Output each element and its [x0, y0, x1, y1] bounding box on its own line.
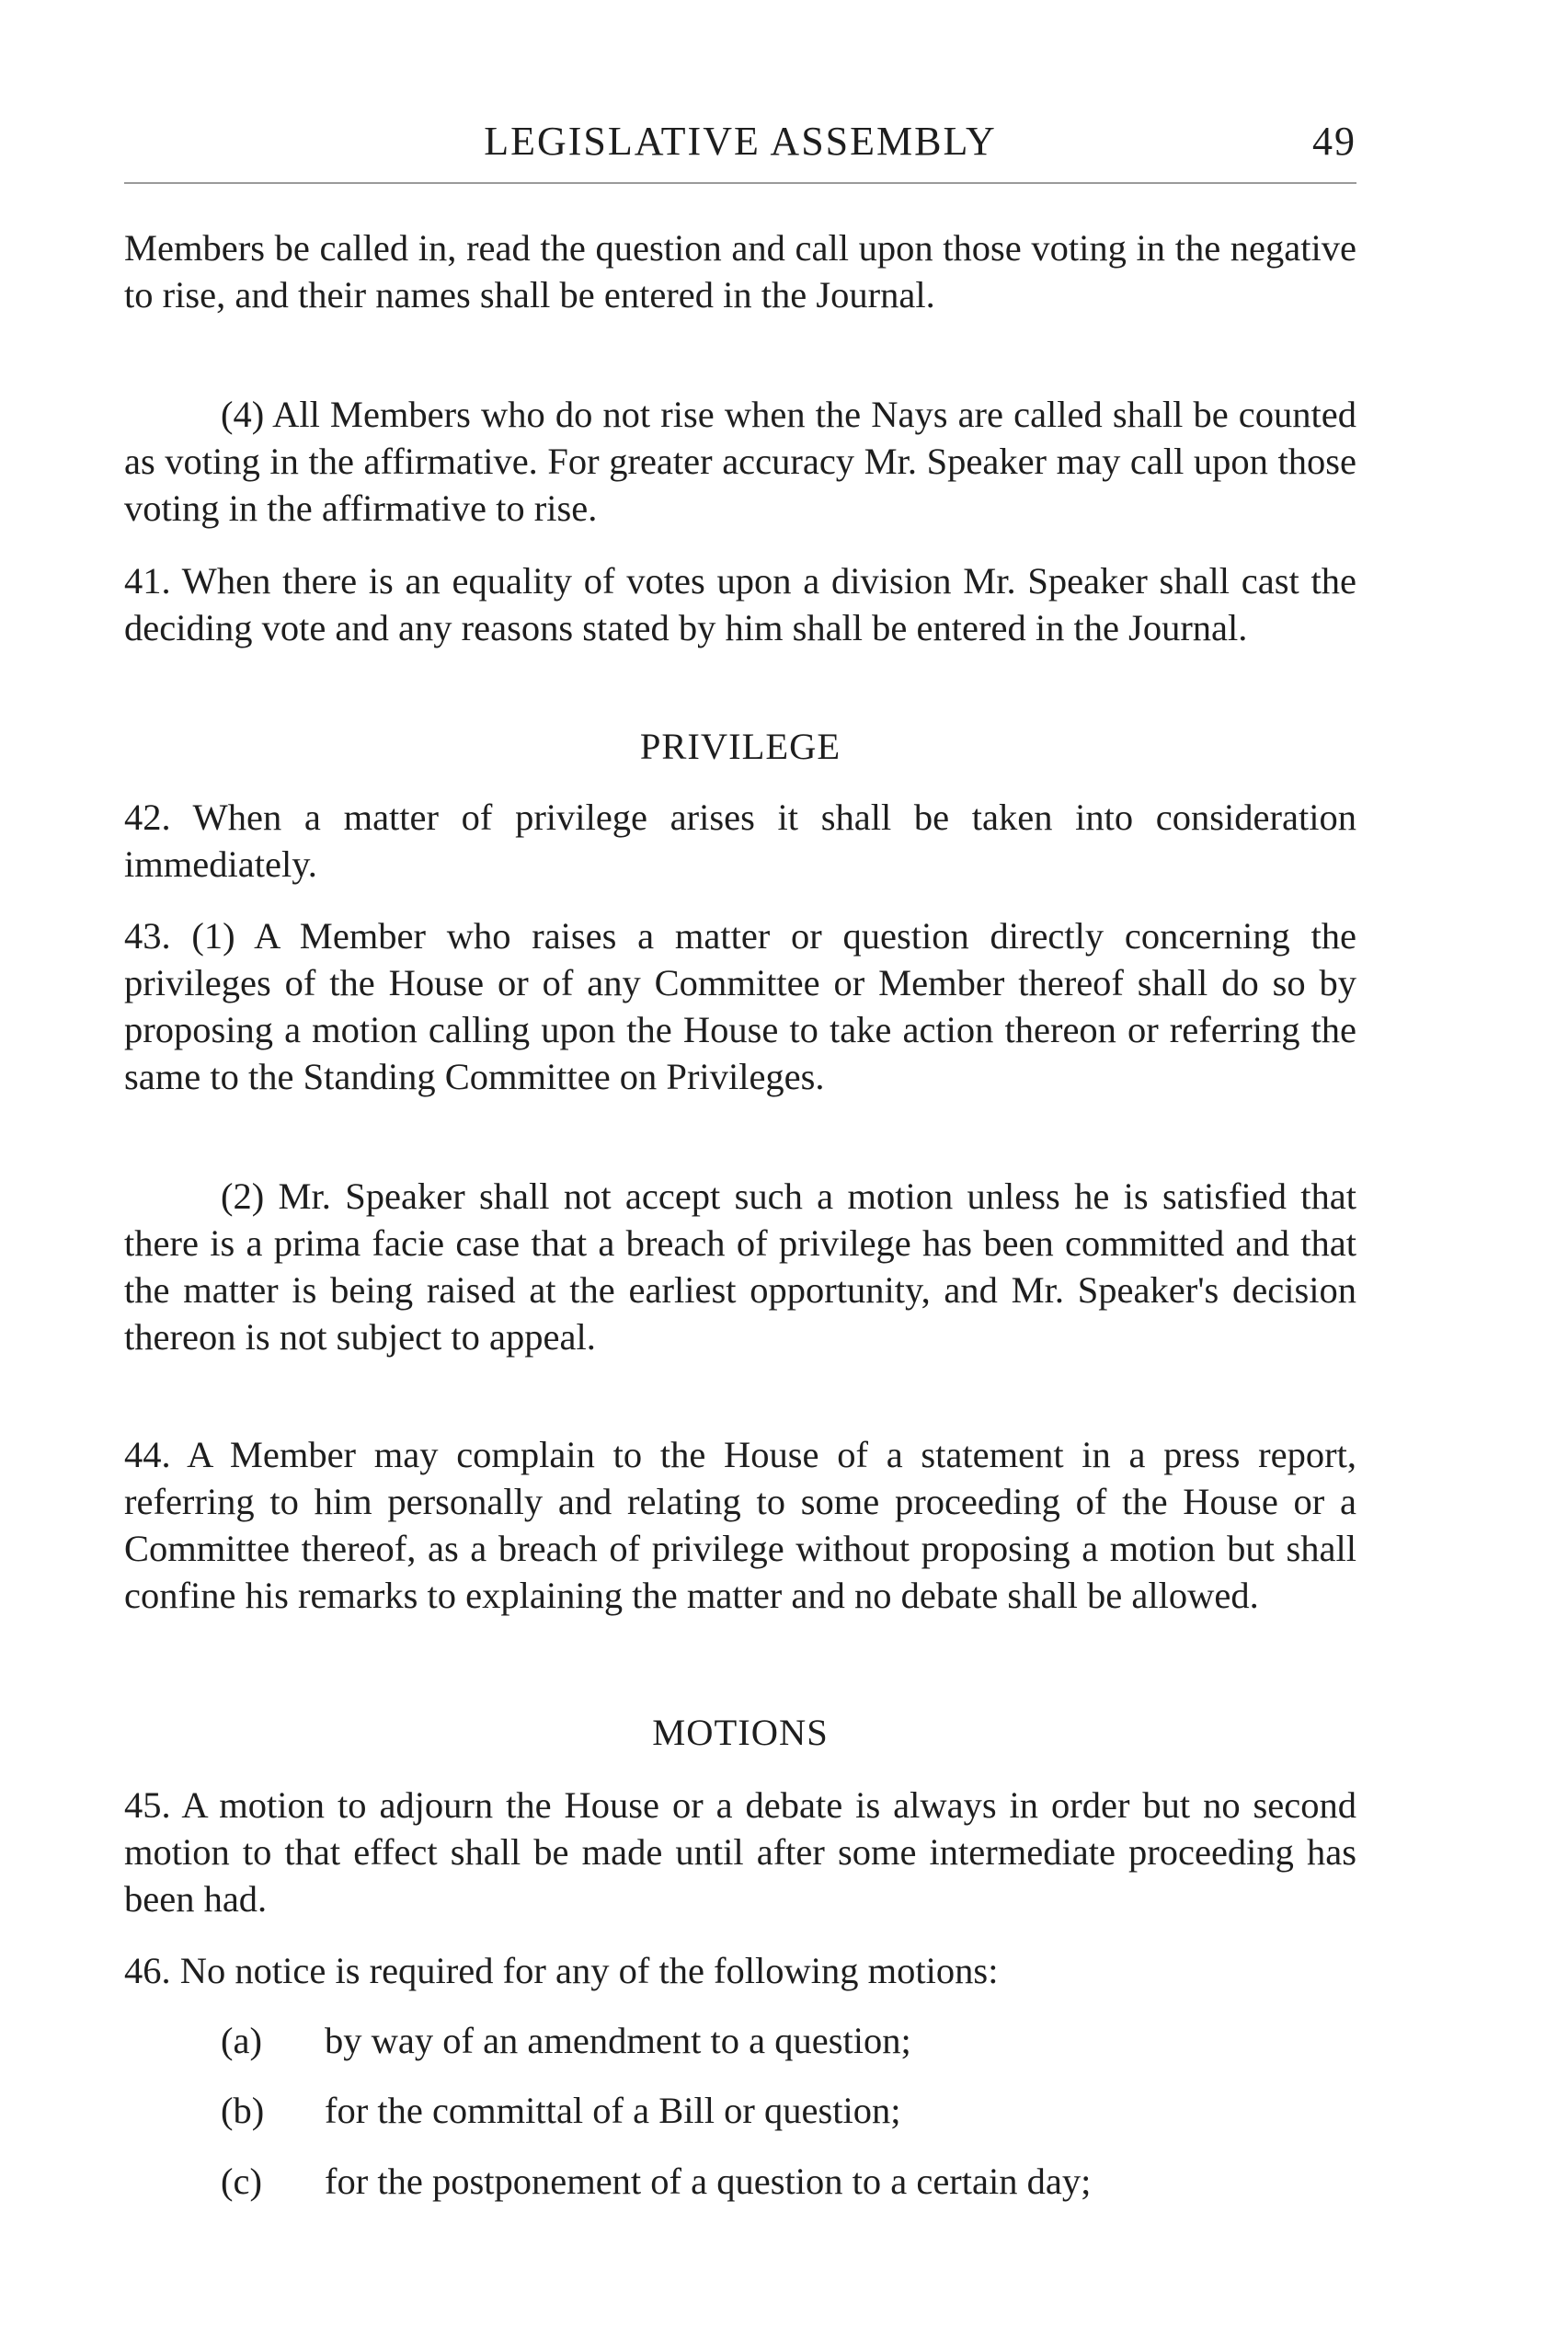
list-item-marker: (b): [221, 2090, 265, 2131]
heading-motions: MOTIONS: [652, 1712, 829, 1753]
paragraph-46: 46. No notice is required for any of the following motions:: [124, 1950, 999, 1991]
list-item-marker: (a): [221, 2020, 262, 2061]
list-item: [221, 2158, 1356, 2205]
paragraph-43-2: (2) Mr. Speaker shall not accept such a motion unless he is satisfied that there is a prima facie case that a breach of privilege has been committed and that the matter is being raised at the earliest opportunity, and Mr. Speaker's decision thereon is not subject to appeal.: [124, 1175, 1356, 1358]
list-item-marker: (c): [221, 2161, 262, 2202]
list-item-text: for the postponement of a question to a certain day;: [325, 2161, 1092, 2202]
paragraph-41: 41. When there is an equality of votes upon a division Mr. Speaker shall cast the deciding vote and any reasons stated by him shall be entered in the Journal.: [124, 560, 1356, 648]
paragraph-42: 42. When a matter of privilege arises it shall be taken into consideration immediately.: [124, 797, 1356, 885]
paragraph-45: 45. A motion to adjourn the House or a debate is always in order but no second motion to that effect shall be made until after some intermediate proceeding has been had.: [124, 1784, 1356, 1920]
header-rule: [124, 182, 1356, 184]
list-item: [221, 2017, 1356, 2064]
running-head: [124, 118, 1356, 173]
paragraph-continuation: Members be called in, read the question and call upon those voting in the negative to rise, and their names shall be entered in the Journal.: [124, 227, 1356, 315]
paragraph-40-4: (4) All Members who do not rise when the Nays are called shall be counted as voting in the affirmative. For greater accuracy Mr. Speaker may call upon those voting in the affirmative to rise.: [124, 394, 1356, 529]
paragraph-44: 44. A Member may complain to the House of a statement in a press report, referring to him personally and relating to some proceeding of the House or a Committee thereof, as a breach of privilege without proposing a motion but shall confine his remarks to explaining the matter and no debate shall be allowed.: [124, 1434, 1356, 1616]
heading-privilege: PRIVILEGE: [639, 726, 841, 767]
page-number: 49: [1312, 119, 1356, 164]
list-item-text: for the committal of a Bill or question;: [325, 2090, 901, 2131]
running-title: LEGISLATIVE ASSEMBLY: [484, 119, 997, 164]
list-item: [221, 2087, 1356, 2134]
paragraph-43-1: 43. (1) A Member who raises a matter or question directly concerning the privileges of the House or of any Committee or Member thereof shall do so by proposing a motion calling upon the House to take action thereon or referring the same to the Standing Committee on Privileges.: [124, 915, 1356, 1097]
list-item-text: by way of an amendment to a question;: [325, 2020, 911, 2061]
